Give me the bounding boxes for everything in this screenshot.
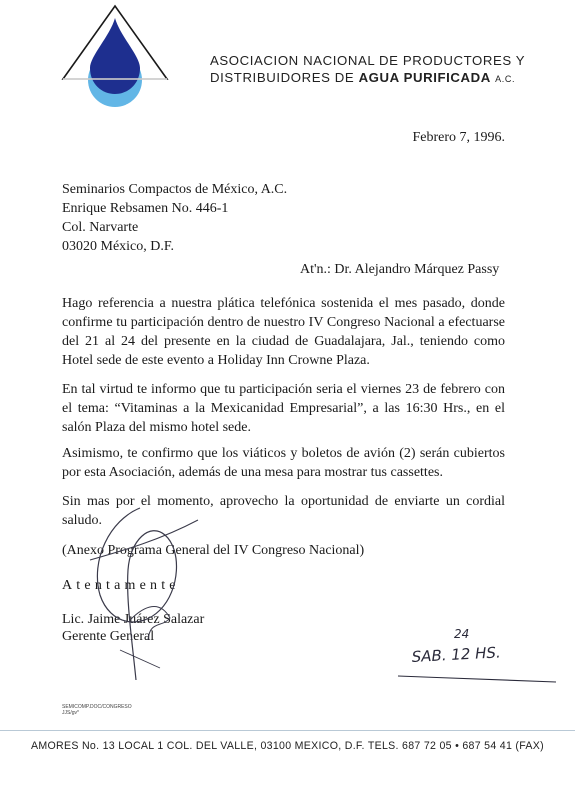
- org-name-line2: [210, 69, 530, 88]
- recipient-address: [62, 180, 287, 256]
- body-paragraph: En tal virtud te informo que tu participación seria el viernes 23 de febrero con el tema: “Vitaminas a la Mexicanidad Empresarial”, a las 16:30 Hrs., en el salón Plaza del mismo hotel sede.: [62, 382, 505, 435]
- body-paragraph: Asimismo, te confirmo que los viáticos y boletos de avión (2) serán cubiertos por esta Asociación, además de una mesa para mostrar tus cassettes.: [62, 446, 505, 480]
- footer-address: AMORES No. 13 LOCAL 1 COL. DEL VALLE, 03100 MEXICO, D.F. TELS. 687 72 05 • 687 54 41 (FAX): [31, 740, 544, 752]
- recipient-line: Col. Narvarte: [62, 220, 139, 235]
- footer-divider: [0, 730, 575, 731]
- handwritten-text: SAB. 12 HS.: [411, 643, 502, 666]
- file-reference-line: SEMICOMP.DOC/CONGRESO: [62, 704, 132, 710]
- attention-line: At'n.: Dr. Alejandro Márquez Passy: [300, 262, 500, 277]
- file-reference-line: JJS/gv*: [62, 710, 79, 716]
- letter-date: Febrero 7, 1996.: [412, 130, 505, 145]
- body-paragraph: Sin mas por el momento, aprovecho la oportunidad de enviarte un cordial saludo.: [62, 494, 505, 528]
- file-reference: [62, 704, 132, 716]
- water-drop-triangle-logo: [60, 4, 170, 108]
- signer-name: Lic. Jaime Juárez Salazar: [62, 612, 205, 627]
- signer-title: Gerente General: [62, 629, 155, 644]
- recipient-line: Seminarios Compactos de México, A.C.: [62, 182, 288, 197]
- handwritten-note: [390, 620, 560, 690]
- org-name-bold: AGUA PURIFICADA: [358, 70, 491, 85]
- org-name-suffix: A.C.: [495, 74, 516, 84]
- handwritten-note-drawing: [390, 620, 560, 690]
- organization-name: [210, 52, 530, 88]
- recipient-line: 03020 México, D.F.: [62, 239, 175, 254]
- org-name-prefix: DISTRIBUIDORES DE: [210, 70, 359, 85]
- annex-note: (Anexo Programa General del IV Congreso Nacional): [62, 543, 365, 558]
- org-name-line1: ASOCIACION NACIONAL DE PRODUCTORES Y: [210, 53, 526, 68]
- body-paragraph: Hago referencia a nuestra plática telefónica sostenida el mes pasado, donde confirme tu participación dentro de nuestro IV Congreso Nacional a efectuarse del 21 al 24 del presente en la ciudad de Guadalajara, Jal., teniendo como Hotel sede de este evento a Holiday Inn Crowne Plaza.: [62, 296, 505, 368]
- handwritten-signature: [70, 500, 210, 690]
- handwritten-day: 24: [454, 627, 470, 641]
- recipient-line: Enrique Rebsamen No. 446-1: [62, 201, 229, 216]
- closing: Atentamente: [62, 578, 180, 593]
